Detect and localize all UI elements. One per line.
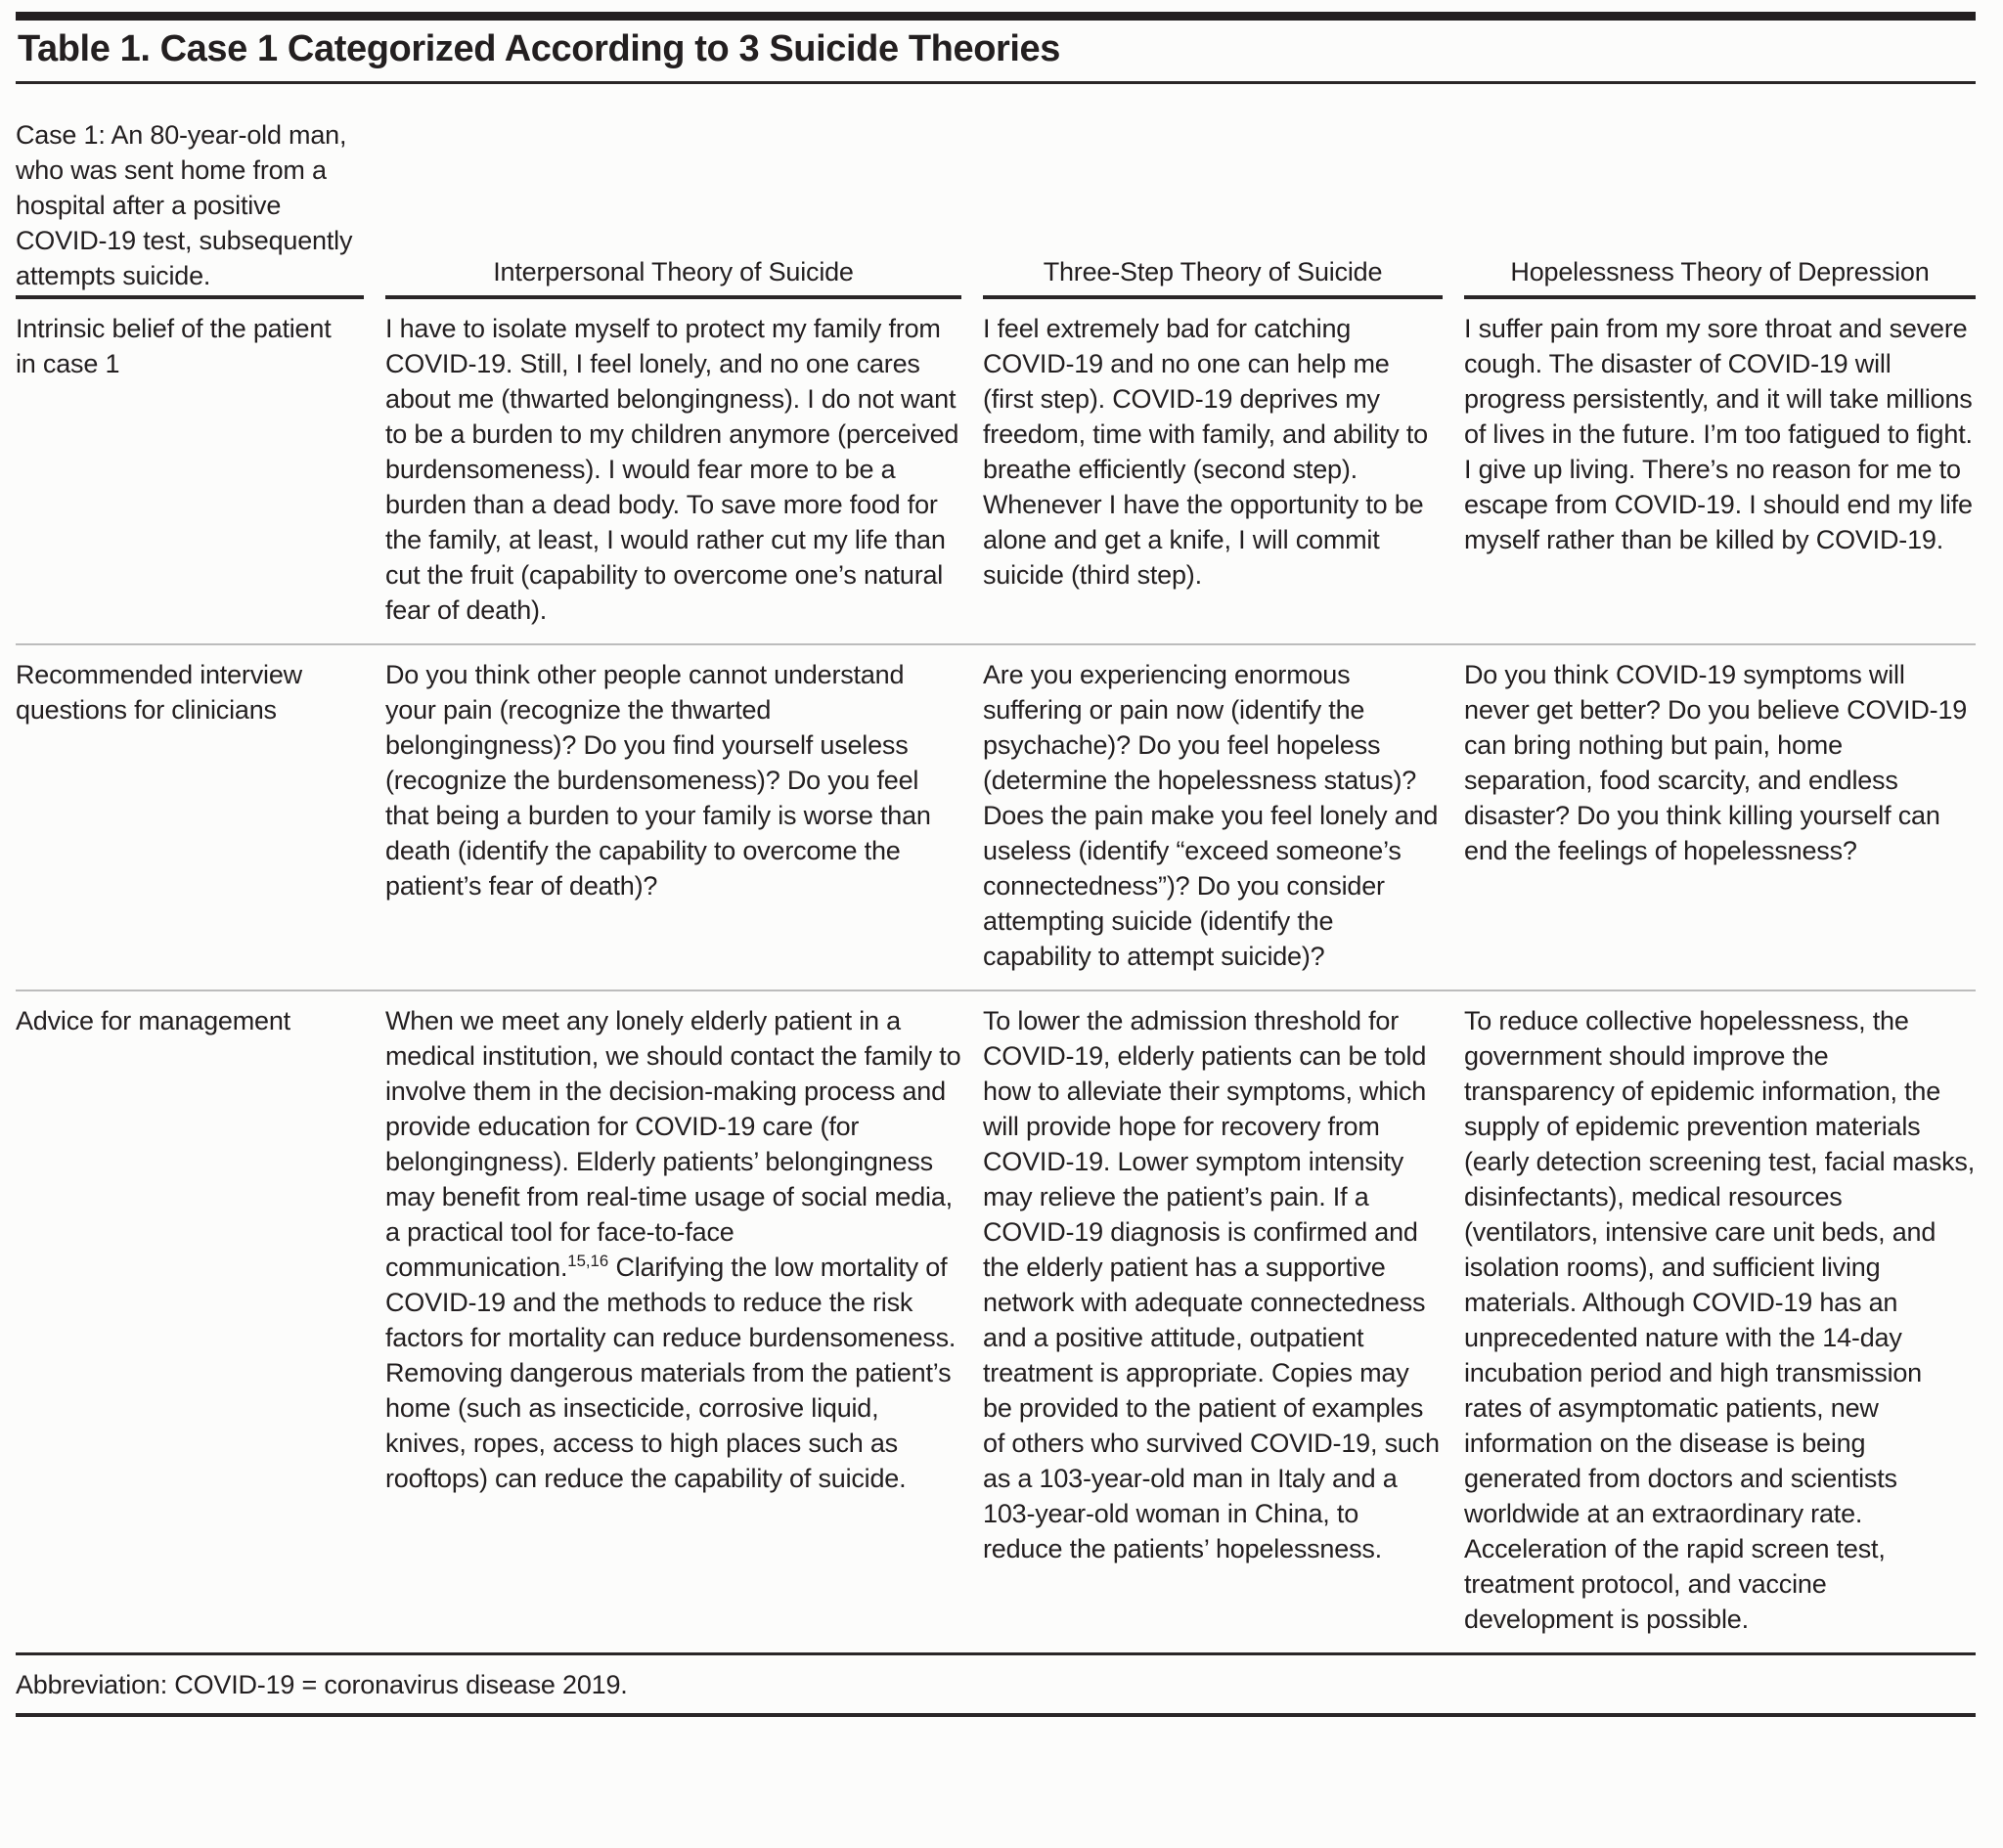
citation-superscript: 15,16 bbox=[567, 1251, 609, 1270]
cell-interview-three-step: Are you experiencing enormous suffering or pain now (identify the psychache)? Do you feel hopeless (determine the hopelessness status)? Does the pain make you feel lonely and useless (identify “exceed someone’s connectedness”)? Do you consider attempting suicide (identify the capability to attempt suicide)? bbox=[983, 659, 1439, 971]
cell-belief-interpersonal: I have to isolate myself to protect my family from COVID-19. Still, I feel lonely, and no one cares about me (thwarted belongingness). I do not want to be a burden to my children anymore (perceived burdensomeness). I would fear more to be a burden than a dead body. To save more food for the family, at least, I would rather cut my life than cut the fruit (capability to overcome one’s natural fear of death). bbox=[385, 313, 959, 625]
cell-advice-hopelessness: To reduce collective hopelessness, the government should improve the transparency of epidemic information, the supply of epidemic prevention materials (early detection screening test, facial masks, disinfectants), medical resources (ventilators, intensive care unit beds, and isolation rooms), and sufficient living materials. Although COVID-19 has an unprecedented nature with the 14-day incubation period and high transmission rates of asymptomatic patients, new information on the disease is being generated from doctors and scientists worldwide at an extraordinary rate. Acceleration of the rapid screen test, treatment protocol, and vaccine development is possible. bbox=[1464, 1005, 1976, 1634]
advice-interpersonal-text-continued: Clarifying the low mortality of COVID-19 and the methods to reduce the risk factors for mortality can reduce burdensomeness. Removing dangerous materials from the patient’s home (such as insecticide, corrosive liquid, knives, ropes, access to high places such as rooftops) can reduce the capability of suicide. bbox=[385, 1252, 957, 1493]
row-label-interview-questions: Recommended interview questions for clinicians bbox=[16, 659, 302, 725]
row-label-intrinsic-belief: Intrinsic belief of the patient in case 1 bbox=[16, 313, 332, 378]
advice-interpersonal-text: When we meet any lonely elderly patient in a medical institution, we should contact the family to involve them in the decision-making process and provide education for COVID-19 care (for belongingness). Elderly patients’ belongingness may benefit from real-time usage of social media, a practical tool for face-to-face communication. bbox=[385, 1005, 961, 1282]
table-title: Table 1. Case 1 Categorized According to 3 Suicide Theories bbox=[18, 28, 1061, 69]
cell-belief-hopelessness: I suffer pain from my sore throat and severe cough. The disaster of COVID-19 will progress persistently, and it will take millions of lives in the future. I’m too fatigued to fight. I give up living. There’s no reason for me to escape from COVID-19. I should end my life myself rather than be killed by COVID-19. bbox=[1464, 313, 1973, 554]
cell-interview-interpersonal: Do you think other people cannot understand your pain (recognize the thwarted belongingness)? Do you find yourself useless (recognize the burdensomeness)? Do you feel that being a burden to your family is worse than death (identify the capability to overcome the patient’s fear of death)? bbox=[385, 659, 931, 901]
theories-table bbox=[16, 117, 1976, 1652]
cell-interview-hopelessness: Do you think COVID-19 symptoms will never get better? Do you believe COVID-19 can bring nothing but pain, home separation, food scarcity, and endless disaster? Do you think killing yourself can end the feelings of hopelessness? bbox=[1464, 659, 1968, 865]
case-description: Case 1: An 80-year-old man, who was sent home from a hospital after a positive COVID-19 test, subsequently attempts suicide. bbox=[16, 117, 364, 299]
column-header-three-step: Three-Step Theory of Suicide bbox=[983, 117, 1443, 299]
cell-belief-three-step: I feel extremely bad for catching COVID-19 and no one can help me (first step). COVID-19 deprives my freedom, time with family, and ability to breathe efficiently (second step). Whenever I have the opportunity to be alone and get a knife, I will commit suicide (third step). bbox=[983, 313, 1428, 590]
cell-advice-interpersonal bbox=[385, 991, 961, 1652]
table-bottom-divider bbox=[16, 1652, 1976, 1655]
column-header-hopelessness: Hopelessness Theory of Depression bbox=[1464, 117, 1976, 299]
cell-advice-three-step: To lower the admission threshold for COVID-19, elderly patients can be told how to alleviate their symptoms, which will provide hope for recovery from COVID-19. Lower symptom intensity may relieve the patient’s pain. If a COVID-19 diagnosis is confirmed and the elderly patient has a supportive network with adequate connectedness and a positive attitude, outpatient treatment is appropriate. Copies may be provided to the patient of examples of others who survived COVID-19, such as a 103-year-old man in Italy and a 103-year-old woman in China, to reduce the patients’ hopelessness. bbox=[983, 1005, 1440, 1563]
row-label-advice-management: Advice for management bbox=[16, 1005, 290, 1035]
title-divider bbox=[16, 81, 1976, 84]
journal-table-page bbox=[0, 12, 2003, 1717]
top-divider-bar bbox=[16, 12, 1976, 21]
footnote-bottom-divider bbox=[16, 1713, 1976, 1717]
column-header-interpersonal: Interpersonal Theory of Suicide bbox=[385, 117, 961, 299]
table-footnote: Abbreviation: COVID-19 = coronavirus disease 2019. bbox=[16, 1669, 628, 1699]
